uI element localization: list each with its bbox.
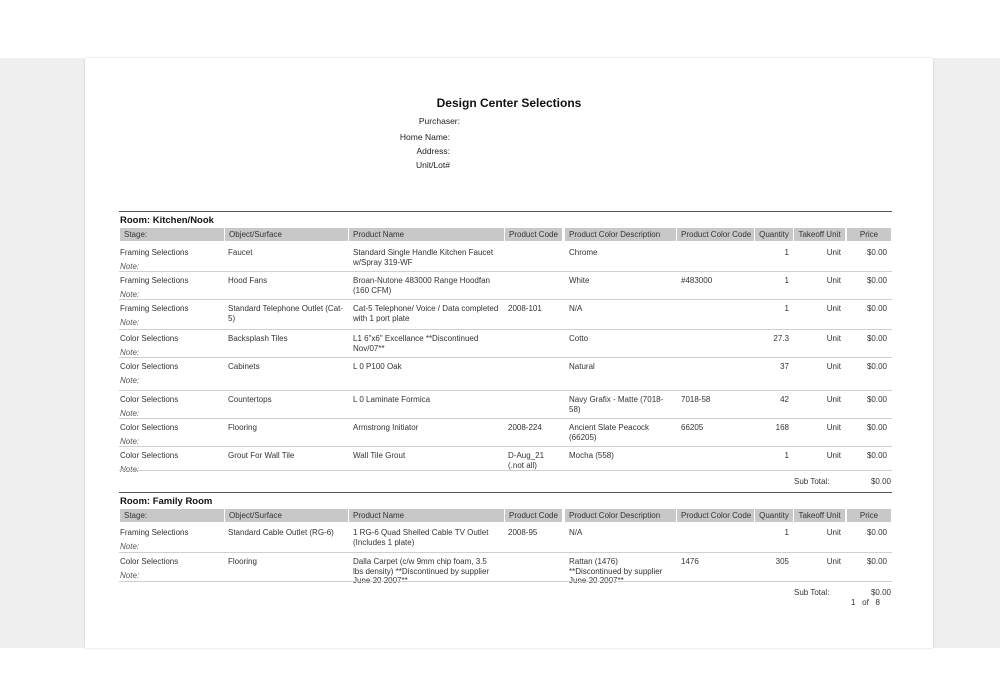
column-header-qty: Quantity: [755, 228, 793, 241]
cell-qty: 305: [775, 557, 789, 566]
cell-price: $0.00: [866, 557, 887, 566]
row-divider: [119, 552, 892, 553]
subtotal-value: $0.00: [870, 588, 891, 597]
cell-color-desc: Ancient Slate Peacock (66205): [569, 423, 650, 442]
note-label: Note:: [120, 542, 140, 551]
cell-code: D-Aug_21 (.not all): [508, 451, 545, 470]
cell-object: Standard Telephone Outlet (Cat-5): [228, 304, 344, 323]
cell-product: Wall Tile Grout: [353, 451, 406, 460]
note-label: Note:: [120, 290, 140, 299]
column-header-price: Price: [847, 509, 891, 522]
cell-price: $0.00: [866, 423, 887, 432]
cell-takeoff: Unit: [826, 334, 841, 343]
cell-product: Armstrong Initiator: [353, 423, 419, 432]
room-divider: [119, 211, 892, 212]
cell-qty: 1: [784, 528, 789, 537]
row-divider: [119, 329, 892, 330]
cell-object: Countertops: [228, 395, 272, 404]
note-label: Note:: [120, 348, 140, 357]
room-title: Room: Family Room: [120, 496, 213, 507]
column-header-price: Price: [847, 228, 891, 241]
row-divider: [119, 418, 892, 419]
row-divider: [119, 446, 892, 447]
cell-stage: Framing Selections: [120, 528, 189, 537]
cell-stage: Framing Selections: [120, 304, 189, 313]
note-label: Note:: [120, 437, 140, 446]
address-label: Address:: [416, 146, 450, 156]
room-title: Room: Kitchen/Nook: [120, 215, 214, 226]
cell-price: $0.00: [866, 395, 887, 404]
cell-stage: Framing Selections: [120, 276, 189, 285]
cell-color-desc: Rattan (1476) **Discontinued by supplier June 20 2007**: [569, 557, 663, 585]
column-header-takeoff: Takeoff Unit: [794, 228, 845, 241]
cell-stage: Color Selections: [120, 395, 179, 404]
cell-object: Hood Fans: [228, 276, 268, 285]
cell-product: 1 RG-6 Quad Shelled Cable TV Outlet (Includes 1 plate): [353, 528, 489, 547]
row-divider: [119, 299, 892, 300]
purchaser-label: Purchaser:: [418, 116, 460, 126]
note-label: Note:: [120, 465, 140, 474]
column-header-color-code: Product Color Code: [677, 509, 754, 522]
column-header-color-desc: Product Color Description: [565, 509, 676, 522]
note-label: Note:: [120, 571, 140, 580]
cell-takeoff: Unit: [826, 423, 841, 432]
cell-takeoff: Unit: [826, 528, 841, 537]
cell-color-desc: Mocha (558): [569, 451, 614, 460]
cell-price: $0.00: [866, 304, 887, 313]
cell-stage: Color Selections: [120, 334, 179, 343]
cell-code: 2008-224: [508, 423, 542, 432]
note-label: Note:: [120, 262, 140, 271]
cell-price: $0.00: [866, 334, 887, 343]
cell-color-code: #483000: [681, 276, 713, 285]
cell-code: 2008-101: [508, 304, 542, 313]
page-of-label: of: [862, 598, 869, 607]
cell-stage: Framing Selections: [120, 248, 189, 257]
cell-product: Dalla Carpet (c/w 9mm chip foam, 3.5 lbs density) **Discontinued by supplier June 20 2007**: [353, 557, 490, 585]
cell-price: $0.00: [866, 451, 887, 460]
cell-object: Grout For Wall Tile: [228, 451, 295, 460]
column-header-qty: Quantity: [755, 509, 793, 522]
cell-product: Broan-Nutone 483000 Range Hoodfan (160 CFM): [353, 276, 490, 295]
room-divider: [119, 492, 892, 493]
cell-code: 2008-95: [508, 528, 538, 537]
cell-takeoff: Unit: [826, 248, 841, 257]
column-header-stage: Stage:: [120, 228, 224, 241]
cell-object: Cabinets: [228, 362, 260, 371]
subtotal-label: Sub Total:: [794, 588, 830, 597]
cell-takeoff: Unit: [826, 276, 841, 285]
cell-color-code: 1476: [681, 557, 699, 566]
cell-color-desc: Chrome: [569, 248, 598, 257]
cell-color-desc: Cotto: [569, 334, 589, 343]
cell-takeoff: Unit: [826, 395, 841, 404]
row-divider: [119, 357, 892, 358]
cell-qty: 1: [784, 276, 789, 285]
cell-color-code: 7018-58: [681, 395, 711, 404]
cell-color-code: 66205: [681, 423, 704, 432]
cell-object: Flooring: [228, 423, 257, 432]
note-label: Note:: [120, 318, 140, 327]
cell-qty: 37: [780, 362, 789, 371]
cell-qty: 1: [784, 304, 789, 313]
row-divider: [119, 390, 892, 391]
page-number: [851, 598, 880, 607]
cell-takeoff: Unit: [826, 304, 841, 313]
home-name-label: Home Name:: [399, 132, 450, 142]
cell-product: L1 6"x6" Excellance **Discontinued Nov/07**: [353, 334, 479, 353]
column-header-object: Object/Surface: [225, 509, 348, 522]
note-label: Note:: [120, 376, 140, 385]
cell-object: Flooring: [228, 557, 257, 566]
cell-qty: 1: [784, 451, 789, 460]
cell-takeoff: Unit: [826, 362, 841, 371]
cell-stage: Color Selections: [120, 557, 179, 566]
cell-color-desc: Navy Grafix - Matte (7018-58): [569, 395, 664, 414]
cell-price: $0.00: [866, 248, 887, 257]
unit-lot-label: Unit/Lot#: [415, 160, 450, 170]
column-header-takeoff: Takeoff Unit: [794, 509, 845, 522]
cell-product: Standard Single Handle Kitchen Faucet w/Spray 319-WF: [353, 248, 494, 267]
cell-stage: Color Selections: [120, 451, 179, 460]
cell-object: Faucet: [228, 248, 253, 257]
cell-product: Cat-5 Telephone/ Voice / Data completed with 1 port plate: [353, 304, 499, 323]
cell-object: Standard Cable Outlet (RG-6): [228, 528, 334, 537]
report-title: Design Center Selections: [436, 96, 582, 110]
cell-price: $0.00: [866, 276, 887, 285]
cell-qty: 42: [780, 395, 789, 404]
cell-qty: 1: [784, 248, 789, 257]
row-divider: [119, 470, 892, 471]
cell-price: $0.00: [866, 528, 887, 537]
cell-color-desc: N/A: [569, 304, 583, 313]
page-current: 1: [851, 598, 856, 607]
column-header-code: Product Code: [505, 509, 562, 522]
subtotal-value: $0.00: [870, 477, 891, 486]
column-header-product: Product Name: [349, 228, 504, 241]
column-header-code: Product Code: [505, 228, 562, 241]
row-divider: [119, 271, 892, 272]
column-header-object: Object/Surface: [225, 228, 348, 241]
column-header-color-code: Product Color Code: [677, 228, 754, 241]
note-label: Note:: [120, 409, 140, 418]
cell-takeoff: Unit: [826, 557, 841, 566]
report-page: [85, 58, 933, 648]
column-header-product: Product Name: [349, 509, 504, 522]
page-total: 8: [875, 598, 880, 607]
cell-stage: Color Selections: [120, 423, 179, 432]
cell-object: Backsplash Tiles: [228, 334, 288, 343]
cell-takeoff: Unit: [826, 451, 841, 460]
column-header-color-desc: Product Color Description: [565, 228, 676, 241]
cell-stage: Color Selections: [120, 362, 179, 371]
cell-price: $0.00: [866, 362, 887, 371]
column-header-stage: Stage:: [120, 509, 224, 522]
row-divider: [119, 581, 892, 582]
cell-color-desc: N/A: [569, 528, 583, 537]
cell-color-desc: Natural: [569, 362, 595, 371]
subtotal-label: Sub Total:: [794, 477, 830, 486]
cell-qty: 27.3: [773, 334, 789, 343]
cell-qty: 168: [775, 423, 789, 432]
cell-color-desc: White: [569, 276, 590, 285]
cell-product: L 0 Laminate Formica: [353, 395, 431, 404]
cell-product: L 0 P100 Oak: [353, 362, 402, 371]
